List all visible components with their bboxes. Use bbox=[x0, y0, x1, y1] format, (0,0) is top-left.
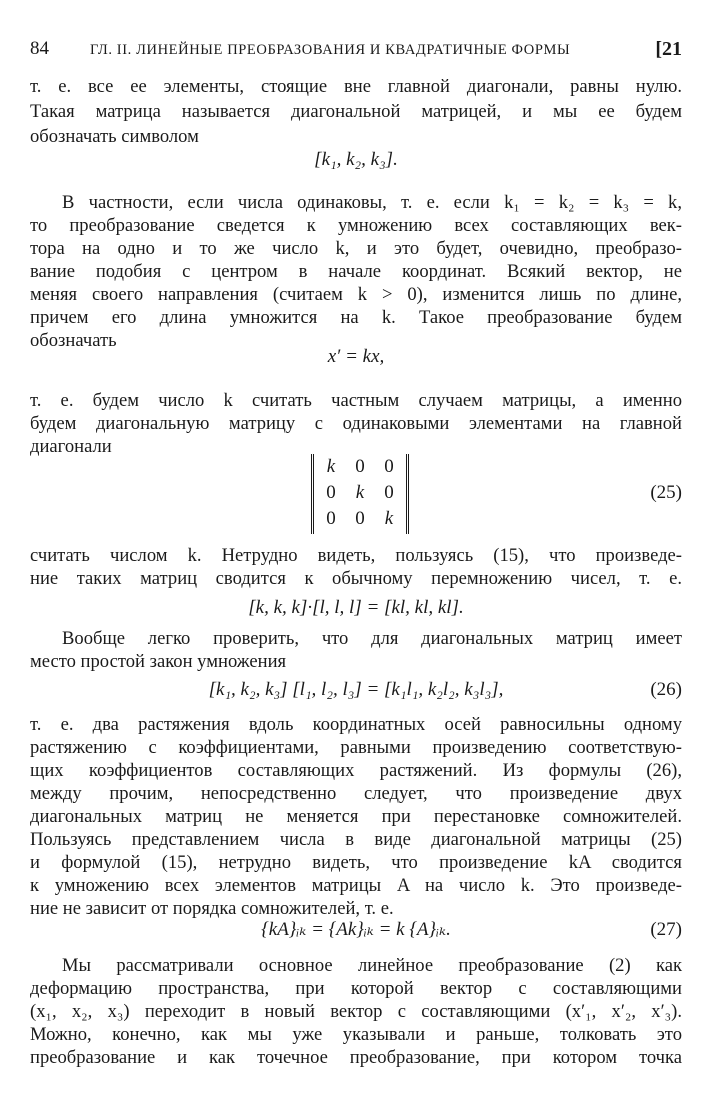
formula-diag-product: [k₁, k₂, k₃] [l₁, l₂, l₃] = [k₁l₁, k₂l₂, k₃l₃], bbox=[208, 679, 504, 700]
text-line: щих коэффициентов составляющих растяжений. Из формулы (26), bbox=[30, 760, 682, 781]
formula-diag-symbol: [k₁, k₂, k₃]. bbox=[314, 149, 398, 170]
text-line: ние не зависит от порядка сомножителей, т. е. bbox=[30, 898, 394, 919]
text-line: Мы рассматривали основное линейное преобразование (2) как bbox=[62, 955, 682, 976]
text-line: В частности, если числа одинаковы, т. е. если k₁ = k₂ = k₃ = k, bbox=[62, 192, 682, 213]
matrix-cell: 0 bbox=[355, 508, 365, 529]
text-line: т. е. два растяжения вдоль координатных осей равносильны одному bbox=[30, 714, 682, 735]
formula-scalar: x′ = kx, bbox=[327, 346, 385, 367]
matrix-cell: 0 bbox=[355, 456, 365, 477]
text-line: преобразование и как точечное преобразование, при котором точка bbox=[30, 1047, 682, 1068]
diagonal-matrix bbox=[311, 454, 409, 534]
text-line: будем диагональную матрицу с одинаковыми элементами на главной bbox=[30, 413, 682, 434]
text-line: растяжению с коэффициентами, равными произведению соответствую- bbox=[30, 737, 682, 758]
text-line: к умножению всех элементов матрицы A на число k. Это произведе- bbox=[30, 875, 682, 896]
text-line: считать числом k. Нетрудно видеть, пользуясь (15), что произведе- bbox=[30, 545, 682, 566]
text-line: деформацию пространства, при которой вектор с составляющими bbox=[30, 978, 682, 999]
text-line: причем его длина умножится на k. Такое преобразование будем bbox=[30, 307, 682, 328]
matrix-cell: k bbox=[326, 456, 336, 477]
matrix-cell: 0 bbox=[384, 482, 394, 503]
text-line: диагональных матриц не меняется при перестановке сомножителей. bbox=[30, 806, 682, 827]
matrix-cell: 0 bbox=[326, 482, 336, 503]
equation-number: (26) bbox=[650, 679, 682, 700]
matrix-cell: k bbox=[355, 482, 365, 503]
page-header bbox=[30, 38, 682, 62]
matrix-cell: k bbox=[384, 508, 394, 529]
formula-commute: {kA}ᵢₖ = {Ak}ᵢₖ = k {A}ᵢₖ. bbox=[261, 919, 451, 940]
text-line: ние таких матриц сводится к обычному перемножению чисел, т. е. bbox=[30, 568, 682, 589]
text-line: Такая матрица называется диагональной матрицей, и мы ее будем bbox=[30, 101, 682, 122]
running-title: ГЛ. II. ЛИНЕЙНЫЕ ПРЕОБРАЗОВАНИЯ И КВАДРАТИЧНЫЕ ФОРМЫ bbox=[90, 42, 571, 58]
text-line: т. е. все ее элементы, стоящие вне главной диагонали, равны нулю. bbox=[30, 76, 682, 97]
matrix-cell: 0 bbox=[326, 508, 336, 529]
text-line: Вообще легко проверить, что для диагональных матриц имеет bbox=[62, 628, 682, 649]
text-line: то преобразование сведется к умножению всех составляющих век- bbox=[30, 215, 682, 236]
text-line: Пользуясь представлением числа в виде диагональной матрицы (25) bbox=[30, 829, 682, 850]
text-line: вание подобия с центром в начале координат. Всякий вектор, не bbox=[30, 261, 682, 282]
equation-number: (27) bbox=[650, 919, 682, 940]
matrix-cell: 0 bbox=[384, 456, 394, 477]
text-line: (x₁, x₂, x₃) переходит в новый вектор с составляющими (x′₁, x′₂, x′₃). bbox=[30, 1001, 682, 1022]
page-number: 84 bbox=[30, 38, 49, 59]
text-line: место простой закон умножения bbox=[30, 651, 287, 672]
text-line: тора на одно и то же число k, и это будет, очевидно, преобразо- bbox=[30, 238, 682, 259]
text-line: и формулой (15), нетрудно видеть, что произведение kA сводится bbox=[30, 852, 682, 873]
text-line: обозначать bbox=[30, 330, 117, 351]
text-line: обозначать символом bbox=[30, 126, 199, 147]
section-number: [21 bbox=[655, 38, 682, 60]
text-line: между прочим, непосредственно следует, что произведение двух bbox=[30, 783, 682, 804]
text-line: диагонали bbox=[30, 436, 112, 457]
text-line: т. е. будем число k считать частным случаем матрицы, а именно bbox=[30, 390, 682, 411]
equation-number: (25) bbox=[650, 482, 682, 503]
text-line: меняя своего направления (считаем k > 0), изменится лишь по длине, bbox=[30, 284, 682, 305]
text-line: Можно, конечно, как мы уже указывали и раньше, толковать это bbox=[30, 1024, 682, 1045]
formula-product-kl: [k, k, k]·[l, l, l] = [kl, kl, kl]. bbox=[248, 597, 464, 618]
